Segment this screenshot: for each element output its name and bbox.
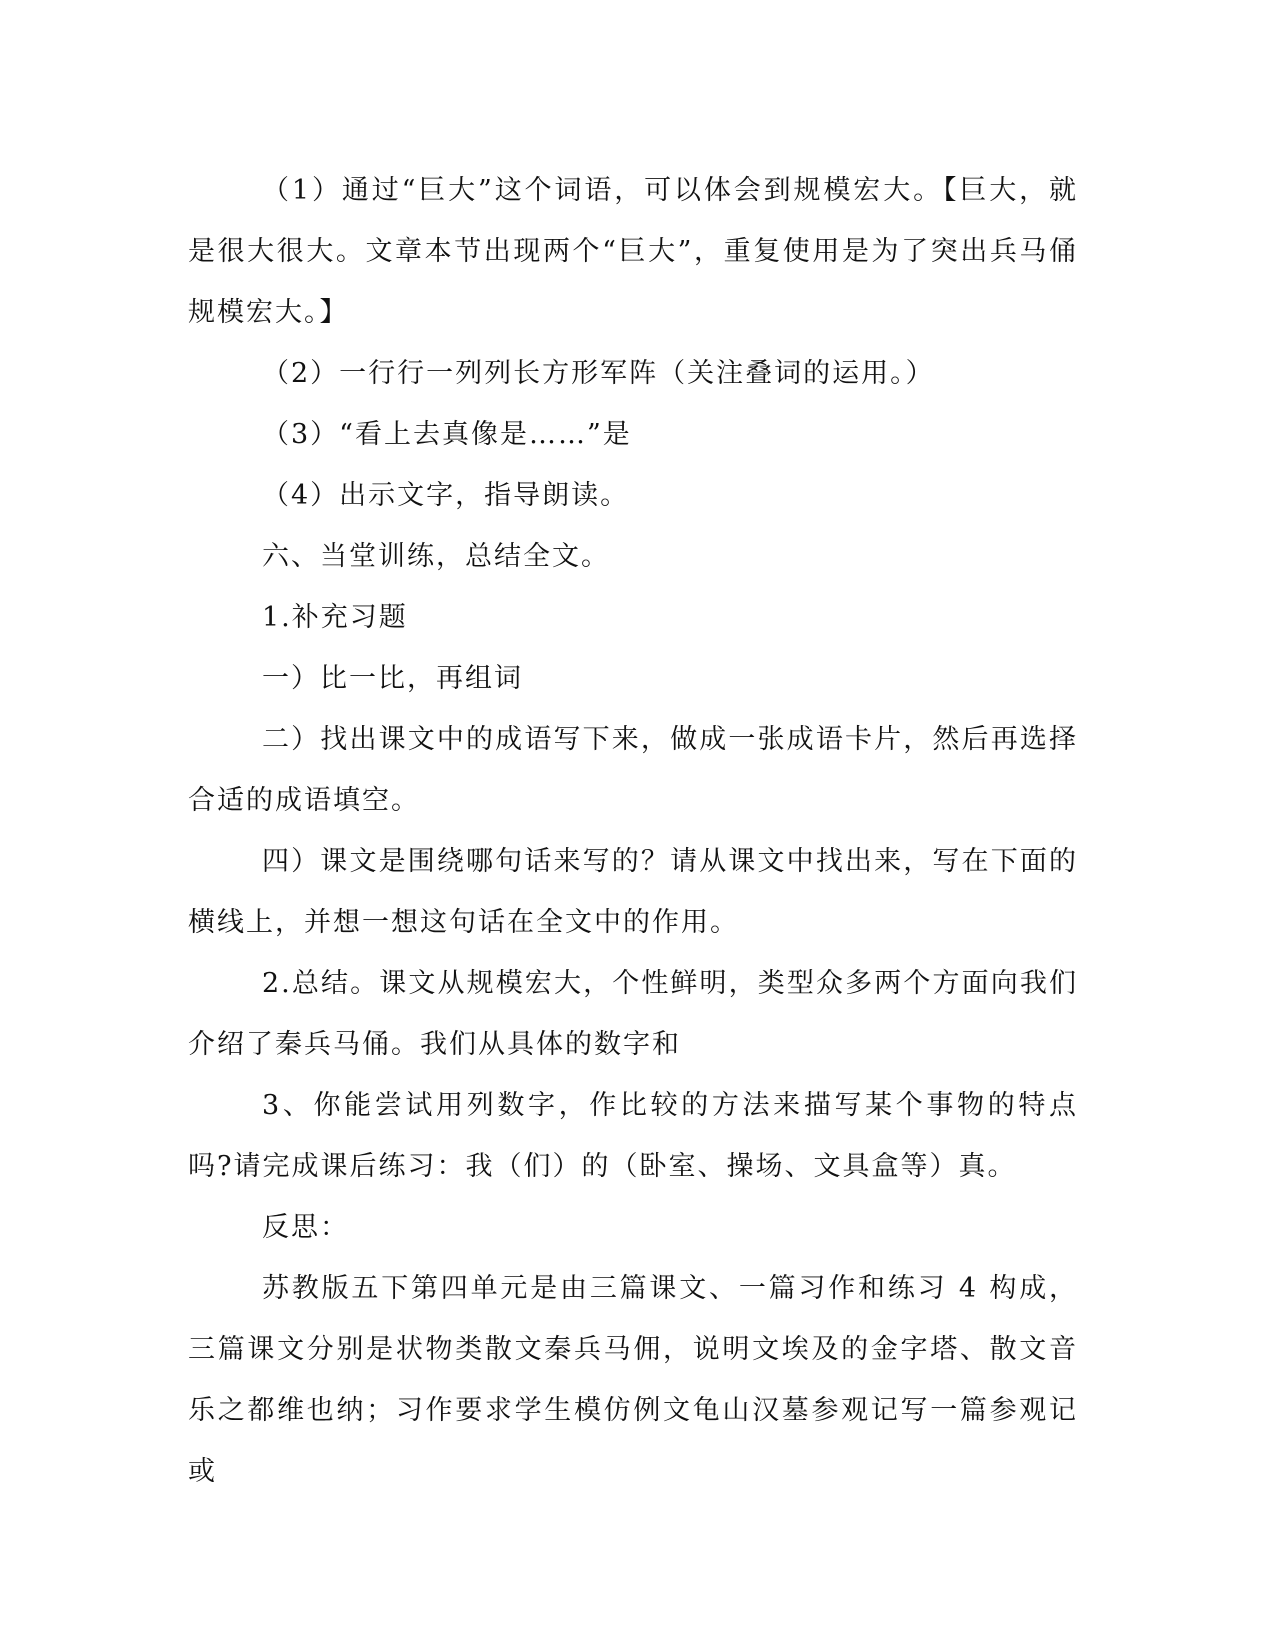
paragraph-giant-scale: （1）通过“巨大”这个词语，可以体会到规模宏大。【巨大，就是很大很大。文章本节出现两个“巨大”，重复使用是为了突出兵马俑规模宏大。】 bbox=[188, 175, 1078, 328]
paragraph-reflection: 苏教版五下第四单元是由三篇课文、一篇习作和练习 4 构成，三篇课文分别是状物类散文秦兵马佣，说明文埃及的金字塔、散文音乐之都维也纳；习作要求学生模仿例文龟山汉墓参观记写一篇参观记或 bbox=[188, 1273, 1078, 1487]
paragraph-compare-words: 一）比一比，再组词 bbox=[262, 663, 523, 694]
paragraph-exercises: 1.补充习题 bbox=[262, 602, 408, 633]
paragraph-idioms: 二）找出课文中的成语写下来，做成一张成语卡片，然后再选择合适的成语填空。 bbox=[188, 724, 1078, 816]
paragraph-army-formation: （2）一行行一列列长方形军阵（关注叠词的运用。） bbox=[262, 358, 935, 389]
paragraph-key-sentence: 四）课文是围绕哪句话来写的？请从课文中找出来，写在下面的横线上，并想一想这句话在全文中的作用。 bbox=[188, 846, 1078, 938]
section-heading-training: 六、当堂训练，总结全文。 bbox=[262, 541, 610, 572]
section-heading-reflection: 反思： bbox=[262, 1212, 349, 1243]
document-body bbox=[188, 160, 1078, 1502]
paragraph-read-aloud: （4）出示文字，指导朗读。 bbox=[262, 480, 630, 511]
paragraph-summary: 2.总结。课文从规模宏大，个性鲜明，类型众多两个方面向我们介绍了秦兵马俑。我们从具体的数字和 bbox=[188, 968, 1078, 1060]
paragraph-looks-like: （3）“看上去真像是……”是 bbox=[262, 419, 632, 450]
paragraph-practice: 3、你能尝试用列数字，作比较的方法来描写某个事物的特点吗?请完成课后练习：我（们）的（卧室、操场、文具盒等）真。 bbox=[188, 1090, 1078, 1182]
